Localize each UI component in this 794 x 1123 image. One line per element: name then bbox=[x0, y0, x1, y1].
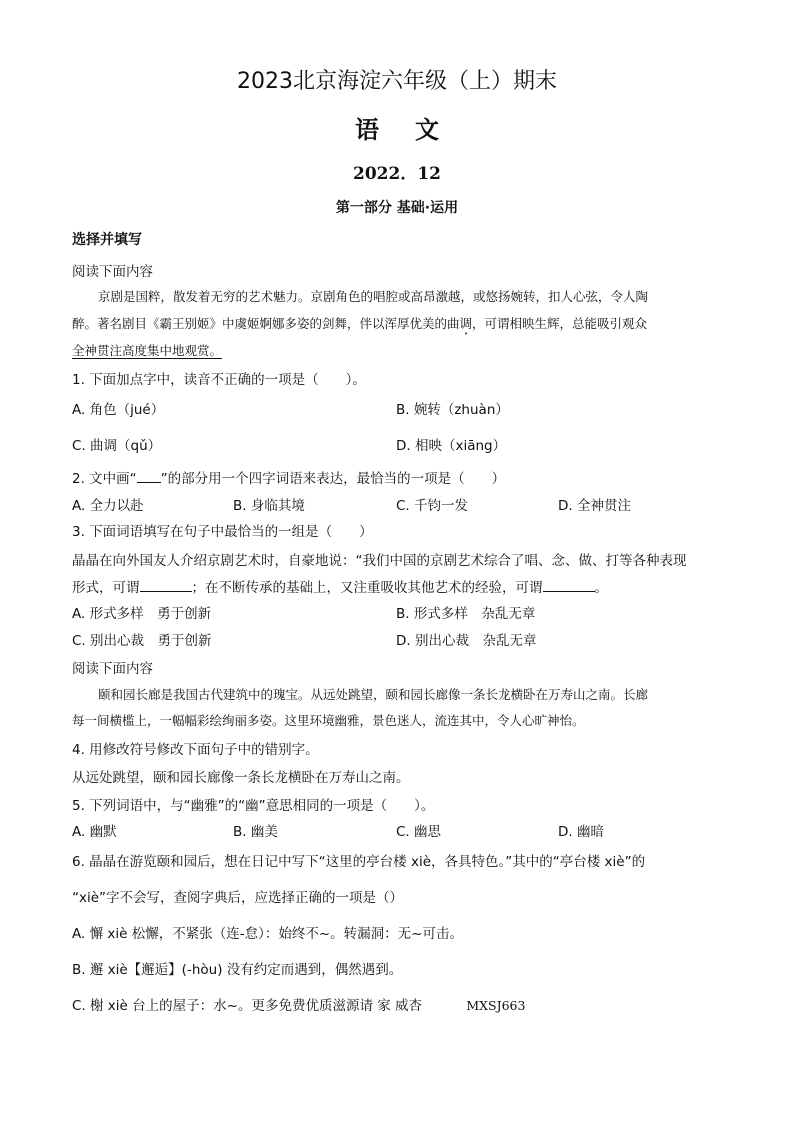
part-heading: 第一部分 基础·运用 bbox=[335, 200, 459, 216]
passage-text: 醉。著名剧目《霸王别姬》中虞姬婀娜多姿的剑舞，伴以浑厚优美的曲 bbox=[72, 316, 460, 331]
q2-option-d[interactable]: D. 全神贯注 bbox=[558, 498, 631, 514]
dotted-char: 调 bbox=[459, 316, 473, 331]
exam-title: 2023北京海淀六年级（上）期末 bbox=[237, 69, 557, 94]
passage-text: ，可谓相映生辉，总能吸引观众 bbox=[472, 316, 648, 331]
q5-option-b[interactable]: B. 幽美 bbox=[233, 824, 278, 840]
question-6-stem: 6. 晶晶在游览颐和园后，想在日记中写下“这里的亭台楼 xiè，各具特色。”其中的“亭台楼 xiè”的 bbox=[72, 854, 646, 870]
reading-intro: 阅读下面内容 bbox=[72, 661, 153, 677]
exam-date: 2022．12 bbox=[353, 164, 441, 184]
q6-option-c[interactable] bbox=[72, 994, 525, 1014]
q3-option-c[interactable]: C. 别出心裁 勇于创新 bbox=[72, 633, 212, 649]
section-heading: 选择并填写 bbox=[72, 232, 142, 248]
q5-option-d[interactable]: D. 幽暗 bbox=[558, 824, 604, 840]
passage-line: 每一间横槛上，一幅幅彩绘绚丽多姿。这里环境幽雅，景色迷人，流连其中，令人心旷神怡。 bbox=[72, 713, 585, 728]
q6-option-b[interactable]: B. 邂 xiè【邂逅】(-hòu) 没有约定而遇到，偶然遇到。 bbox=[72, 962, 403, 978]
fill-blank-2[interactable] bbox=[543, 591, 595, 592]
question-2-stem bbox=[72, 467, 505, 487]
passage-line bbox=[72, 341, 222, 359]
q3-text: 。 bbox=[594, 580, 608, 596]
q3-text: 形式，可谓 bbox=[72, 580, 140, 596]
q5-option-a[interactable]: A. 幽默 bbox=[72, 824, 117, 840]
passage-line: 颐和园长廊是我国古代建筑中的瑰宝。从远处跳望，颐和园长廊像一条长龙横卧在万寿山之南。长廊 bbox=[98, 687, 649, 702]
q3-text: ；在不断传承的基础上，又注重吸收其他艺术的经验，可谓 bbox=[191, 580, 543, 596]
passage-line bbox=[98, 287, 648, 305]
q3-option-d[interactable]: D. 别出心裁 杂乱无章 bbox=[396, 633, 537, 649]
q3-option-b[interactable]: B. 形式多样 杂乱无章 bbox=[396, 606, 536, 622]
q6-option-a[interactable]: A. 懈 xiè 松懈，不紧张（连-怠）：始终不~。转漏洞：无~可击。 bbox=[72, 926, 463, 942]
q2-option-a[interactable]: A. 全力以赴 bbox=[72, 498, 144, 514]
question-6-stem: “xiè”字不会写，查阅字典后，应选择正确的一项是（） bbox=[72, 890, 404, 906]
q5-option-c[interactable]: C. 幽思 bbox=[396, 824, 442, 840]
underline-mark bbox=[137, 482, 161, 483]
question-5-stem: 5. 下列词语中，与“幽雅”的“幽”意思相同的一项是（ ）。 bbox=[72, 798, 435, 814]
underlined-phrase: 全神贯注高度集中地观赏。 bbox=[72, 343, 223, 358]
fill-blank-1[interactable] bbox=[140, 591, 192, 592]
q3-text-line: 晶晶在向外国友人介绍京剧艺术时，自豪地说：“我们中国的京剧艺术综合了唱、念、做、打等各种表现 bbox=[72, 553, 687, 569]
q2-option-b[interactable]: B. 身临其境 bbox=[233, 498, 305, 514]
question-1-stem: 1. 下面加点字中，读音不正确的一项是（ ）。 bbox=[72, 372, 366, 388]
subject-title: 语文 bbox=[355, 116, 475, 144]
q2-stem-text: 2. 文中画“ bbox=[72, 471, 137, 487]
q4-sentence: 从远处跳望，颐和园长廊像一条长龙横卧在万寿山之南。 bbox=[72, 770, 410, 786]
q2-option-c[interactable]: C. 千钧一发 bbox=[396, 498, 469, 514]
q6-option-c-text: C. 榭 xiè 台上的屋子：水~。更多免费优质滋源请 家 威杏 bbox=[72, 998, 423, 1014]
q1-option-c[interactable]: C. 曲调（qǔ） bbox=[72, 438, 162, 454]
question-3-stem: 3. 下面词语填写在句子中最恰当的一组是（ ） bbox=[72, 524, 373, 540]
watermark-code: MXSJ663 bbox=[466, 998, 526, 1013]
q3-option-a[interactable]: A. 形式多样 勇于创新 bbox=[72, 606, 212, 622]
q1-option-a[interactable]: A. 角色（jué） bbox=[72, 402, 165, 418]
q3-text-line bbox=[72, 576, 608, 596]
q2-stem-text: ”的部分用一个四字词语来表达，最恰当的一项是（ ） bbox=[160, 471, 506, 487]
q1-option-d[interactable]: D. 相映（xiāng） bbox=[396, 438, 507, 454]
q1-option-b[interactable]: B. 婉转（zhuàn） bbox=[396, 402, 509, 418]
passage-text: 京剧是国粹，散发着无穷的艺术魅力。京剧角色的唱腔或高昂激越，或悠扬婉转，扣人心弦，令人陶 bbox=[98, 289, 649, 304]
passage-line bbox=[72, 314, 647, 338]
question-4-stem: 4. 用修改符号修改下面句子中的错别字。 bbox=[72, 742, 319, 758]
reading-intro: 阅读下面内容 bbox=[72, 264, 153, 280]
